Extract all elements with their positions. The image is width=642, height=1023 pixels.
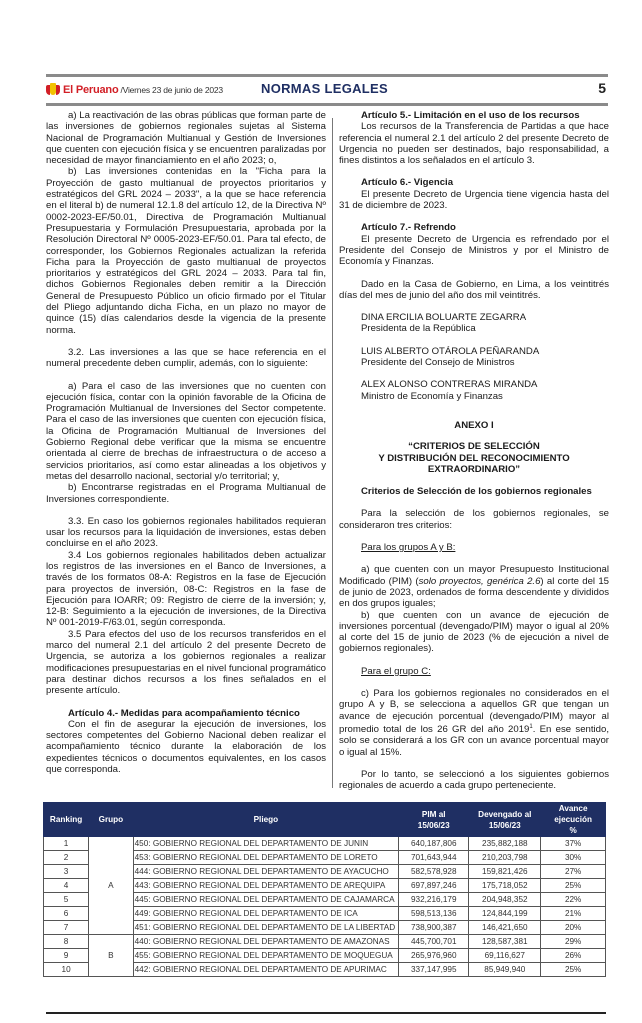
- paragraph: Los recursos de la Transferencia de Partidas a que hace referencia el numeral 2.1 del artículo 2 del presente Decreto de Urgencia no pueden ser destinados, bajo responsabilidad, a fines distintos a los señalados en el artículo 3.: [339, 121, 609, 167]
- header-text: Devengado al: [478, 809, 532, 819]
- cell-pliego: 440: GOBIERNO REGIONAL DEL DEPARTAMENTO DE AMAZONAS: [133, 935, 399, 949]
- cell-avance: 22%: [541, 893, 606, 907]
- signature-block: [339, 379, 609, 402]
- cell-pim: 265,976,960: [399, 949, 469, 963]
- col-ranking: Ranking: [44, 803, 89, 837]
- paragraph: b) que cuenten con un avance de ejecución de inversiones porcentual (devengado/PIM) mayor o igual al 20% al corte del 15 de junio de 2023 (% de ejecución a nivel de gobiernos regionales).: [339, 609, 609, 655]
- logo: [46, 83, 223, 97]
- text: . En ese sentido, solo se considerará a los GR con un avance porcentual mayor o igual al 15%.: [339, 724, 609, 758]
- cell-ranking: 2: [44, 851, 89, 865]
- table-row: [44, 935, 606, 949]
- col-avance: [541, 803, 606, 837]
- bottom-rule: [46, 1012, 606, 1014]
- cell-avance: 26%: [541, 949, 606, 963]
- article-columns: [46, 110, 608, 796]
- paragraph: b) Las inversiones contenidas en la "Ficha para la Proyección de gasto multianual de proyectos prioritarios y estratégicos del GRL 2024 – 2033", a la que se hace referencia en el literal b) de numeral 12.1.8 del artículo 12, de la Directiva Nº 0002-2023-EF/50.01, Directiva de Programación Multianual Presupuestaria y Formulación Presupuestaria, aprobada por la Resolución Directoral Nº 0005-2023-EF/50.01. Para tal efecto, de corresponder, los Gobiernos Regionales actualizan la referida Ficha para la Proyección de gasto multianual de proyectos prioritarios y estratégicos del GRL 2024 – 2033. Para tal fin, dichos Gobiernos Regionales deben remitir a la Dirección General de Presupuesto Público un oficio firmado por el Titular del Pliego adjuntando dicha Ficha, en un plazo no mayor de quince (15) días calendarios desde la vigencia de la presente norma.: [46, 166, 326, 336]
- cell-pliego: 444: GOBIERNO REGIONAL DEL DEPARTAMENTO DE AYACUCHO: [133, 865, 399, 879]
- cell-pim: 738,900,387: [399, 921, 469, 935]
- masthead: [46, 74, 608, 106]
- cell-avance: 30%: [541, 851, 606, 865]
- newspaper-page: [46, 74, 608, 796]
- anexo-heading: ANEXO I: [454, 419, 494, 431]
- subheading-groups-ab: [339, 542, 609, 553]
- cell-ranking: 7: [44, 921, 89, 935]
- col-pim: [399, 803, 469, 837]
- underlined-label: Para el grupo C:: [361, 665, 431, 677]
- section-title: NORMAS LEGALES: [261, 81, 388, 96]
- cell-pim: 582,578,928: [399, 865, 469, 879]
- cell-pliego: 442: GOBIERNO REGIONAL DEL DEPARTAMENTO DE APURIMAC: [133, 963, 399, 977]
- signatory-name: ALEX ALONSO CONTRERAS MIRANDA: [361, 379, 538, 391]
- cell-ranking: 3: [44, 865, 89, 879]
- cell-pim: 701,643,944: [399, 851, 469, 865]
- anexo-title: [339, 441, 609, 475]
- text: ) al corte del 15 de junio de 2023, ordenados de forma descendente y divididos en dos grupos iguales;: [339, 575, 609, 610]
- paragraph: 3.5 Para efectos del uso de los recursos transferidos en el marco del numeral 2.1 del artículo 2 del presente Decreto de Urgencia, se autoriza a los gobiernos regionales a realizar modificaciones presupuestarias en el nivel funcional programático para destinar dichos recursos a los fines señalados en el presente artículo.: [46, 628, 326, 697]
- cell-avance: 21%: [541, 907, 606, 921]
- cell-devengado: 85,949,940: [469, 963, 541, 977]
- header-text: PIM al: [421, 809, 446, 819]
- paragraph: a) Para el caso de las inversiones que no cuenten con ejecución física, contar con la opinión favorable de la Oficina de Programación Multianual de Inversiones del Sector competente. Para el caso de las inversiones que cuenten con ejecución física, la Oficina de Programación Multianual de Inversiones del Gobierno Regional debe verificar que la misma se encuentre orientada al cierre de brechas de infraestructura o de acceso a servicios prioritarios, así como estar alineadas a los objetivos y metas del desarrollo nacional, sectorial y/o territorial; y,: [46, 380, 326, 482]
- cell-avance: 25%: [541, 879, 606, 893]
- cell-pim: 337,147,995: [399, 963, 469, 977]
- header-text: Avance ejecución: [554, 804, 593, 824]
- signatory-name: LUIS ALBERTO OTÁROLA PEÑARANDA: [361, 345, 540, 357]
- signatory-role: Ministro de Economía y Finanzas: [361, 390, 503, 402]
- signatory-role: Presidenta de la República: [361, 323, 476, 335]
- signature-block: [339, 346, 609, 369]
- paragraph: 3.2. Las inversiones a las que se hace referencia en el numeral precedente deben cumplir, además, con lo siguiente:: [46, 346, 326, 370]
- underlined-label: Para los grupos A y B:: [361, 542, 456, 554]
- cell-devengado: 235,882,188: [469, 837, 541, 851]
- criterios-heading: Criterios de Selección de los gobiernos regionales: [361, 486, 592, 498]
- col-pliego: Pliego: [133, 803, 399, 837]
- selection-table: [43, 802, 606, 977]
- cell-ranking: 10: [44, 963, 89, 977]
- article-4-heading: Artículo 4.- Medidas para acompañamiento técnico: [68, 707, 300, 719]
- footnote-ref[interactable]: 1: [529, 723, 533, 730]
- cell-pim: 445,700,701: [399, 935, 469, 949]
- article-7-heading: Artículo 7.- Refrendo: [361, 222, 456, 234]
- issue-date: /Viernes 23 de junio de 2023: [120, 85, 223, 95]
- cell-devengado: 69,116,627: [469, 949, 541, 963]
- paragraph: [339, 564, 609, 609]
- header-text: 15/06/23: [488, 820, 521, 830]
- italic-text: solo proyectos, genérica 2.6: [418, 575, 541, 587]
- subheading-group-c: [339, 666, 609, 677]
- cell-avance: 25%: [541, 963, 606, 977]
- cell-grupo: B: [89, 935, 133, 977]
- signatory-role: Presidente del Consejo de Ministros: [361, 357, 515, 369]
- text: a) que cuenten con un mayor Presupuesto Institucional Modificado (PIM) (: [339, 564, 609, 587]
- cell-avance: 20%: [541, 921, 606, 935]
- paragraph: El presente Decreto de Urgencia tiene vigencia hasta del 31 de diciembre de 2023.: [339, 188, 609, 212]
- cell-pim: 697,897,246: [399, 879, 469, 893]
- cell-pim: 598,513,136: [399, 907, 469, 921]
- cell-ranking: 1: [44, 837, 89, 851]
- cell-devengado: 210,203,798: [469, 851, 541, 865]
- cell-devengado: 159,821,426: [469, 865, 541, 879]
- cell-avance: 29%: [541, 935, 606, 949]
- cell-devengado: 124,844,199: [469, 907, 541, 921]
- cell-devengado: 146,421,650: [469, 921, 541, 935]
- cell-pliego: 450: GOBIERNO REGIONAL DEL DEPARTAMENTO DE JUNIN: [133, 837, 399, 851]
- cell-devengado: 204,948,352: [469, 893, 541, 907]
- cell-pim: 932,216,179: [399, 893, 469, 907]
- text: c) Para los gobiernos regionales no considerados en el grupo A y B, se selecciona a aquellos GR que tengan un avance de ejecución porcentual (devengado/PIM) mayor al promedio total de los 26 GR del año 2019: [339, 687, 609, 736]
- col-devengado: [469, 803, 541, 837]
- table-header-row: [44, 803, 606, 837]
- cell-ranking: 4: [44, 879, 89, 893]
- left-column: [46, 110, 326, 775]
- page-number: 5: [598, 80, 606, 96]
- cell-pliego: 449: GOBIERNO REGIONAL DEL DEPARTAMENTO DE ICA: [133, 907, 399, 921]
- header-text: 15/06/23: [417, 820, 450, 830]
- cell-pliego: 453: GOBIERNO REGIONAL DEL DEPARTAMENTO DE LORETO: [133, 851, 399, 865]
- article-5-heading: Artículo 5.- Limitación en el uso de los recursos: [361, 110, 580, 121]
- cell-pim: 640,187,806: [399, 837, 469, 851]
- cell-pliego: 455: GOBIERNO REGIONAL DEL DEPARTAMENTO DE MOQUEGUA: [133, 949, 399, 963]
- header-text: %: [569, 826, 577, 835]
- right-column: [339, 110, 609, 792]
- anexo-title-line: Y DISTRIBUCIÓN DEL RECONOCIMIENTO: [378, 452, 570, 464]
- paragraph: Con el fin de asegurar la ejecución de inversiones, los sectores competentes del Gobierno Nacional deben realizar el acompañamiento técnico durante la elaboración de los expedientes técnicos o documentos equivalentes, en los casos que corresponda.: [46, 718, 326, 776]
- paragraph: Por lo tanto, se seleccionó a los siguientes gobiernos regionales de acuerdo a cada grupo perteneciente.: [339, 768, 609, 792]
- cell-pliego: 445: GOBIERNO REGIONAL DEL DEPARTAMENTO DE CAJAMARCA: [133, 893, 399, 907]
- paragraph: b) Encontrarse registradas en el Programa Multianual de Inversiones correspondiente.: [46, 482, 326, 505]
- paragraph: Dado en la Casa de Gobierno, en Lima, a los veintitrés días del mes de junio del año dos mil veintitrés.: [339, 278, 609, 301]
- paragraph: 3.4 Los gobiernos regionales habilitados deben actualizar los registros de las inversiones en el Banco de Inversiones, a través de los formatos 08-A: Registros en la fase de Ejecución para proyectos de inversión, 08-C: Registros en la fase de Ejecución para IOARR; 09: Registro de cierre de la inversión; y, 12-B: Seguimiento a la ejecución de inversiones, de la Directiva Nº 001-2019-F/63.01, según corresponda.: [46, 549, 326, 629]
- cell-grupo: A: [89, 837, 133, 935]
- cell-devengado: 175,718,052: [469, 879, 541, 893]
- paragraph: El presente Decreto de Urgencia es refrendado por el Presidente del Consejo de Ministros y por el Ministro de Economía y Finanzas.: [339, 233, 609, 268]
- cell-pliego: 443: GOBIERNO REGIONAL DEL DEPARTAMENTO DE AREQUIPA: [133, 879, 399, 893]
- signature-block: [339, 312, 609, 335]
- paragraph: Para la selección de los gobiernos regionales, se consideraron tres criterios:: [339, 508, 609, 531]
- cell-devengado: 128,587,381: [469, 935, 541, 949]
- table-row: [44, 837, 606, 851]
- column-divider: [332, 118, 333, 788]
- paragraph: a) La reactivación de las obras públicas que forman parte de las inversiones de gobiernos regionales sujetas al Sistema Nacional de Programación Multianual y Gestión de Inversiones que cuenten con ejecución física y se encuentren paralizadas por necesidad de mayor financiamiento en el año 2023; o,: [46, 110, 326, 167]
- anexo-title-line: EXTRAORDINARIO”: [427, 463, 521, 475]
- paragraph: [339, 688, 609, 758]
- signatory-name: DINA ERCILIA BOLUARTE ZEGARRA: [361, 312, 527, 324]
- article-6-heading: Artículo 6.- Vigencia: [361, 177, 454, 189]
- cell-pliego: 451: GOBIERNO REGIONAL DEL DEPARTAMENTO DE LA LIBERTAD: [133, 921, 399, 935]
- cell-ranking: 8: [44, 935, 89, 949]
- peru-crest-icon: [46, 83, 60, 97]
- cell-avance: 37%: [541, 837, 606, 851]
- cell-avance: 27%: [541, 865, 606, 879]
- cell-ranking: 5: [44, 893, 89, 907]
- cell-ranking: 9: [44, 949, 89, 963]
- paragraph: 3.3. En caso los gobiernos regionales habilitados requieran usar los recursos para la liquidación de inversiones, estas deben concluirse en el año 2023.: [46, 515, 326, 550]
- brand-name: El Peruano: [63, 84, 119, 96]
- col-grupo: Grupo: [89, 803, 133, 837]
- cell-ranking: 6: [44, 907, 89, 921]
- anexo-title-line: “CRITERIOS DE SELECCIÓN: [408, 441, 540, 453]
